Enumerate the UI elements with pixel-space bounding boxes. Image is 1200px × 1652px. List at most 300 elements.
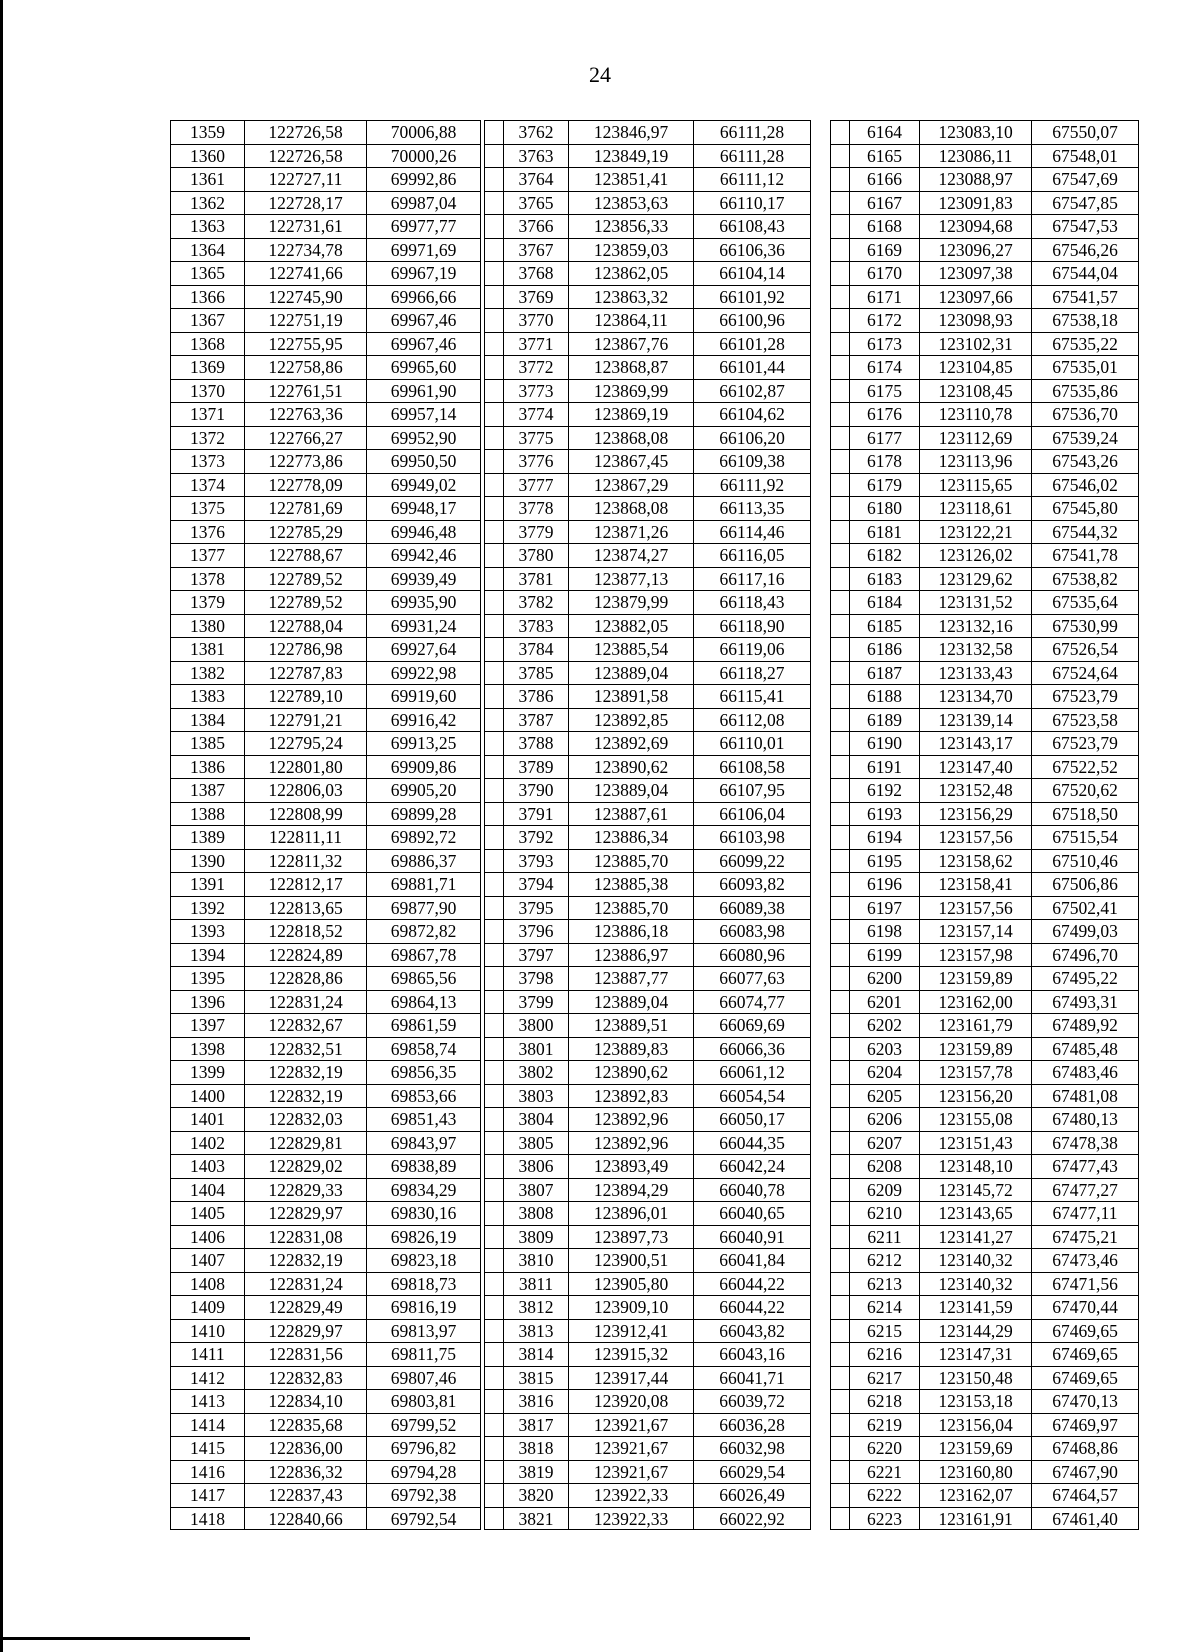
table-row <box>830 919 1139 943</box>
spacer-cell <box>830 332 849 356</box>
spacer-cell <box>830 1483 849 1507</box>
y-coordinate-cell: 66106,20 <box>693 426 811 450</box>
point-number-cell: 1410 <box>170 1319 244 1343</box>
y-coordinate-cell: 66114,46 <box>693 520 811 544</box>
x-coordinate-cell: 123864,11 <box>568 308 693 332</box>
x-coordinate-cell: 123868,08 <box>568 426 693 450</box>
y-coordinate-cell: 67493,31 <box>1031 990 1139 1014</box>
y-coordinate-cell: 67544,32 <box>1031 520 1139 544</box>
spacer-cell <box>830 191 849 215</box>
point-number-cell: 1412 <box>170 1366 244 1390</box>
x-coordinate-cell: 123097,38 <box>919 261 1031 285</box>
y-coordinate-cell: 66110,01 <box>693 731 811 755</box>
x-coordinate-cell: 123108,45 <box>919 379 1031 403</box>
table-row <box>830 1225 1139 1249</box>
y-coordinate-cell: 67471,56 <box>1031 1272 1139 1296</box>
point-number-cell: 6164 <box>849 120 919 144</box>
x-coordinate-cell: 123147,40 <box>919 755 1031 779</box>
y-coordinate-cell: 67468,86 <box>1031 1436 1139 1460</box>
y-coordinate-cell: 69851,43 <box>366 1107 481 1131</box>
x-coordinate-cell: 122829,97 <box>244 1201 366 1225</box>
point-number-cell: 1391 <box>170 872 244 896</box>
y-coordinate-cell: 67544,04 <box>1031 261 1139 285</box>
x-coordinate-cell: 122789,52 <box>244 590 366 614</box>
y-coordinate-cell: 66103,98 <box>693 825 811 849</box>
spacer-cell <box>484 543 503 567</box>
y-coordinate-cell: 66101,44 <box>693 355 811 379</box>
point-number-cell: 1409 <box>170 1295 244 1319</box>
spacer-cell <box>484 943 503 967</box>
table-row <box>484 191 811 215</box>
x-coordinate-cell: 122761,51 <box>244 379 366 403</box>
y-coordinate-cell: 67543,26 <box>1031 449 1139 473</box>
x-coordinate-cell: 123152,48 <box>919 778 1031 802</box>
table-row <box>170 1154 481 1178</box>
point-number-cell: 1370 <box>170 379 244 403</box>
table-row <box>484 214 811 238</box>
y-coordinate-cell: 69892,72 <box>366 825 481 849</box>
point-number-cell: 3800 <box>503 1013 568 1037</box>
point-number-cell: 6182 <box>849 543 919 567</box>
x-coordinate-cell: 123862,05 <box>568 261 693 285</box>
y-coordinate-cell: 67546,02 <box>1031 473 1139 497</box>
point-number-cell: 3786 <box>503 684 568 708</box>
table-row <box>484 567 811 591</box>
y-coordinate-cell: 67518,50 <box>1031 802 1139 826</box>
x-coordinate-cell: 123162,00 <box>919 990 1031 1014</box>
point-number-cell: 1398 <box>170 1037 244 1061</box>
y-coordinate-cell: 66040,65 <box>693 1201 811 1225</box>
y-coordinate-cell: 66111,28 <box>693 144 811 168</box>
table-row <box>170 1413 481 1437</box>
x-coordinate-cell: 122731,61 <box>244 214 366 238</box>
x-coordinate-cell: 122763,36 <box>244 402 366 426</box>
x-coordinate-cell: 122795,24 <box>244 731 366 755</box>
spacer-cell <box>484 1178 503 1202</box>
spacer-cell <box>484 1366 503 1390</box>
point-number-cell: 3806 <box>503 1154 568 1178</box>
table-row <box>484 1131 811 1155</box>
point-number-cell: 6215 <box>849 1319 919 1343</box>
x-coordinate-cell: 122829,02 <box>244 1154 366 1178</box>
point-number-cell: 1386 <box>170 755 244 779</box>
table-row <box>484 1248 811 1272</box>
spacer-cell <box>830 637 849 661</box>
point-number-cell: 1403 <box>170 1154 244 1178</box>
y-coordinate-cell: 67523,79 <box>1031 684 1139 708</box>
table-row <box>170 496 481 520</box>
x-coordinate-cell: 123112,69 <box>919 426 1031 450</box>
table-row <box>830 238 1139 262</box>
point-number-cell: 6181 <box>849 520 919 544</box>
point-number-cell: 6193 <box>849 802 919 826</box>
table-row <box>484 755 811 779</box>
table-row <box>830 1131 1139 1155</box>
x-coordinate-cell: 122791,21 <box>244 708 366 732</box>
x-coordinate-cell: 123892,83 <box>568 1084 693 1108</box>
x-coordinate-cell: 122818,52 <box>244 919 366 943</box>
point-number-cell: 3776 <box>503 449 568 473</box>
table-row <box>170 1460 481 1484</box>
point-number-cell: 1375 <box>170 496 244 520</box>
point-number-cell: 3799 <box>503 990 568 1014</box>
y-coordinate-cell: 69992,86 <box>366 167 481 191</box>
y-coordinate-cell: 69792,54 <box>366 1507 481 1531</box>
table-row <box>170 449 481 473</box>
point-number-cell: 3790 <box>503 778 568 802</box>
y-coordinate-cell: 67523,58 <box>1031 708 1139 732</box>
x-coordinate-cell: 122773,86 <box>244 449 366 473</box>
table-row <box>484 1201 811 1225</box>
spacer-cell <box>830 919 849 943</box>
point-number-cell: 1397 <box>170 1013 244 1037</box>
table-row <box>830 661 1139 685</box>
x-coordinate-cell: 123891,58 <box>568 684 693 708</box>
point-number-cell: 1373 <box>170 449 244 473</box>
table-row <box>830 1107 1139 1131</box>
y-coordinate-cell: 67499,03 <box>1031 919 1139 943</box>
y-coordinate-cell: 66099,22 <box>693 849 811 873</box>
x-coordinate-cell: 123874,27 <box>568 543 693 567</box>
table-row <box>484 543 811 567</box>
table-row <box>170 802 481 826</box>
table-row <box>484 731 811 755</box>
spacer-cell <box>830 1413 849 1437</box>
table-row <box>484 332 811 356</box>
table-row <box>170 966 481 990</box>
spacer-cell <box>830 614 849 638</box>
y-coordinate-cell: 69799,52 <box>366 1413 481 1437</box>
table-row <box>170 1225 481 1249</box>
table-row <box>170 943 481 967</box>
spacer-cell <box>484 285 503 309</box>
table-row <box>170 520 481 544</box>
x-coordinate-cell: 123157,78 <box>919 1060 1031 1084</box>
point-number-cell: 3783 <box>503 614 568 638</box>
point-number-cell: 3766 <box>503 214 568 238</box>
table-row <box>484 1154 811 1178</box>
point-number-cell: 1384 <box>170 708 244 732</box>
table-row <box>830 755 1139 779</box>
y-coordinate-cell: 67489,92 <box>1031 1013 1139 1037</box>
x-coordinate-cell: 123920,08 <box>568 1389 693 1413</box>
point-number-cell: 6179 <box>849 473 919 497</box>
y-coordinate-cell: 69813,97 <box>366 1319 481 1343</box>
point-number-cell: 3784 <box>503 637 568 661</box>
y-coordinate-cell: 69811,75 <box>366 1342 481 1366</box>
x-coordinate-cell: 122788,04 <box>244 614 366 638</box>
y-coordinate-cell: 69909,86 <box>366 755 481 779</box>
x-coordinate-cell: 123869,99 <box>568 379 693 403</box>
y-coordinate-cell: 66026,49 <box>693 1483 811 1507</box>
spacer-cell <box>830 755 849 779</box>
x-coordinate-cell: 123867,45 <box>568 449 693 473</box>
y-coordinate-cell: 67464,57 <box>1031 1483 1139 1507</box>
x-coordinate-cell: 123126,02 <box>919 543 1031 567</box>
table-row <box>170 332 481 356</box>
table-row <box>830 1366 1139 1390</box>
table-row <box>830 1342 1139 1366</box>
table-row <box>170 1366 481 1390</box>
spacer-cell <box>830 379 849 403</box>
spacer-cell <box>484 308 503 332</box>
spacer-cell <box>830 684 849 708</box>
point-number-cell: 6191 <box>849 755 919 779</box>
table-row <box>170 1507 481 1531</box>
point-number-cell: 3779 <box>503 520 568 544</box>
x-coordinate-cell: 123921,67 <box>568 1413 693 1437</box>
x-coordinate-cell: 123088,97 <box>919 167 1031 191</box>
point-number-cell: 6208 <box>849 1154 919 1178</box>
table-row <box>170 1319 481 1343</box>
x-coordinate-cell: 122734,78 <box>244 238 366 262</box>
spacer-cell <box>484 708 503 732</box>
x-coordinate-cell: 123889,83 <box>568 1037 693 1061</box>
x-coordinate-cell: 123140,32 <box>919 1248 1031 1272</box>
table-row <box>830 943 1139 967</box>
spacer-cell <box>830 1507 849 1531</box>
spacer-cell <box>830 261 849 285</box>
y-coordinate-cell: 66029,54 <box>693 1460 811 1484</box>
point-number-cell: 6167 <box>849 191 919 215</box>
x-coordinate-cell: 123885,70 <box>568 896 693 920</box>
point-number-cell: 1376 <box>170 520 244 544</box>
table-row <box>170 872 481 896</box>
point-number-cell: 6217 <box>849 1366 919 1390</box>
table-row <box>484 1272 811 1296</box>
spacer-cell <box>484 449 503 473</box>
y-coordinate-cell: 67483,46 <box>1031 1060 1139 1084</box>
spacer-cell <box>484 966 503 990</box>
table-row <box>830 1248 1139 1272</box>
point-number-cell: 3764 <box>503 167 568 191</box>
y-coordinate-cell: 67506,86 <box>1031 872 1139 896</box>
x-coordinate-cell: 123104,85 <box>919 355 1031 379</box>
table-row <box>484 1225 811 1249</box>
y-coordinate-cell: 67495,22 <box>1031 966 1139 990</box>
x-coordinate-cell: 122811,11 <box>244 825 366 849</box>
spacer-cell <box>484 849 503 873</box>
table-row <box>830 261 1139 285</box>
table-row <box>830 285 1139 309</box>
x-coordinate-cell: 122832,03 <box>244 1107 366 1131</box>
point-number-cell: 6180 <box>849 496 919 520</box>
spacer-cell <box>484 614 503 638</box>
x-coordinate-cell: 123153,18 <box>919 1389 1031 1413</box>
table-row <box>484 238 811 262</box>
x-coordinate-cell: 123863,32 <box>568 285 693 309</box>
x-coordinate-cell: 123157,56 <box>919 825 1031 849</box>
x-coordinate-cell: 123110,78 <box>919 402 1031 426</box>
y-coordinate-cell: 67475,21 <box>1031 1225 1139 1249</box>
x-coordinate-cell: 123161,79 <box>919 1013 1031 1037</box>
y-coordinate-cell: 67523,79 <box>1031 731 1139 755</box>
table-row <box>484 614 811 638</box>
table-row <box>830 1013 1139 1037</box>
y-coordinate-cell: 69927,64 <box>366 637 481 661</box>
x-coordinate-cell: 123162,07 <box>919 1483 1031 1507</box>
y-coordinate-cell: 66100,96 <box>693 308 811 332</box>
spacer-cell <box>484 1507 503 1531</box>
table-row <box>170 238 481 262</box>
x-coordinate-cell: 123156,29 <box>919 802 1031 826</box>
point-number-cell: 6171 <box>849 285 919 309</box>
table-row <box>484 919 811 943</box>
y-coordinate-cell: 67477,27 <box>1031 1178 1139 1202</box>
x-coordinate-cell: 123139,14 <box>919 708 1031 732</box>
y-coordinate-cell: 67539,24 <box>1031 426 1139 450</box>
y-coordinate-cell: 69823,18 <box>366 1248 481 1272</box>
table-row <box>170 1131 481 1155</box>
x-coordinate-cell: 123885,54 <box>568 637 693 661</box>
table-row <box>830 191 1139 215</box>
table-row <box>484 285 811 309</box>
y-coordinate-cell: 66041,84 <box>693 1248 811 1272</box>
x-coordinate-cell: 123091,83 <box>919 191 1031 215</box>
point-number-cell: 3772 <box>503 355 568 379</box>
y-coordinate-cell: 66106,04 <box>693 802 811 826</box>
y-coordinate-cell: 69796,82 <box>366 1436 481 1460</box>
point-number-cell: 3762 <box>503 120 568 144</box>
x-coordinate-cell: 122831,56 <box>244 1342 366 1366</box>
y-coordinate-cell: 66044,22 <box>693 1295 811 1319</box>
x-coordinate-cell: 123915,32 <box>568 1342 693 1366</box>
y-coordinate-cell: 66042,24 <box>693 1154 811 1178</box>
point-number-cell: 1369 <box>170 355 244 379</box>
y-coordinate-cell: 66032,98 <box>693 1436 811 1460</box>
table-row <box>484 896 811 920</box>
x-coordinate-cell: 122835,68 <box>244 1413 366 1437</box>
x-coordinate-cell: 122832,19 <box>244 1084 366 1108</box>
spacer-cell <box>830 1436 849 1460</box>
point-number-cell: 1378 <box>170 567 244 591</box>
x-coordinate-cell: 122831,08 <box>244 1225 366 1249</box>
spacer-cell <box>484 1248 503 1272</box>
x-coordinate-cell: 123889,04 <box>568 990 693 1014</box>
table-row <box>484 1107 811 1131</box>
point-number-cell: 6195 <box>849 849 919 873</box>
spacer-cell <box>830 1013 849 1037</box>
table-row <box>170 1107 481 1131</box>
point-number-cell: 3797 <box>503 943 568 967</box>
spacer-cell <box>484 1201 503 1225</box>
y-coordinate-cell: 69826,19 <box>366 1225 481 1249</box>
y-coordinate-cell: 67520,62 <box>1031 778 1139 802</box>
point-number-cell: 1380 <box>170 614 244 638</box>
x-coordinate-cell: 123868,08 <box>568 496 693 520</box>
x-coordinate-cell: 122811,32 <box>244 849 366 873</box>
table-row <box>170 825 481 849</box>
y-coordinate-cell: 69967,46 <box>366 332 481 356</box>
y-coordinate-cell: 67515,54 <box>1031 825 1139 849</box>
table-row <box>170 778 481 802</box>
point-number-cell: 3818 <box>503 1436 568 1460</box>
y-coordinate-cell: 66083,98 <box>693 919 811 943</box>
table-row <box>830 1060 1139 1084</box>
x-coordinate-cell: 123096,27 <box>919 238 1031 262</box>
spacer-cell <box>830 731 849 755</box>
table-row <box>830 1295 1139 1319</box>
y-coordinate-cell: 66116,05 <box>693 543 811 567</box>
point-number-cell: 1417 <box>170 1483 244 1507</box>
point-number-cell: 3787 <box>503 708 568 732</box>
x-coordinate-cell: 123155,08 <box>919 1107 1031 1131</box>
spacer-cell <box>484 778 503 802</box>
spacer-cell <box>484 1131 503 1155</box>
y-coordinate-cell: 66118,27 <box>693 661 811 685</box>
table-row <box>170 402 481 426</box>
table-row <box>170 1201 481 1225</box>
x-coordinate-cell: 122751,19 <box>244 308 366 332</box>
spacer-cell <box>484 1413 503 1437</box>
x-coordinate-cell: 122832,19 <box>244 1248 366 1272</box>
point-number-cell: 6203 <box>849 1037 919 1061</box>
point-number-cell: 6169 <box>849 238 919 262</box>
table-row <box>170 1272 481 1296</box>
point-number-cell: 1381 <box>170 637 244 661</box>
spacer-cell <box>830 355 849 379</box>
spacer-cell <box>484 1107 503 1131</box>
point-number-cell: 6211 <box>849 1225 919 1249</box>
table-row <box>170 379 481 403</box>
x-coordinate-cell: 123849,19 <box>568 144 693 168</box>
point-number-cell: 1385 <box>170 731 244 755</box>
x-coordinate-cell: 123882,05 <box>568 614 693 638</box>
table-row <box>484 1413 811 1437</box>
point-number-cell: 3805 <box>503 1131 568 1155</box>
point-number-cell: 1394 <box>170 943 244 967</box>
y-coordinate-cell: 69792,38 <box>366 1483 481 1507</box>
table-row <box>170 120 481 144</box>
table-row <box>484 520 811 544</box>
x-coordinate-cell: 123158,62 <box>919 849 1031 873</box>
spacer-cell <box>484 1154 503 1178</box>
y-coordinate-cell: 69977,77 <box>366 214 481 238</box>
table-row <box>170 990 481 1014</box>
table-row <box>484 1389 811 1413</box>
point-number-cell: 1396 <box>170 990 244 1014</box>
point-number-cell: 6190 <box>849 731 919 755</box>
x-coordinate-cell: 123885,70 <box>568 849 693 873</box>
x-coordinate-cell: 123868,87 <box>568 355 693 379</box>
spacer-cell <box>484 261 503 285</box>
y-coordinate-cell: 66039,72 <box>693 1389 811 1413</box>
x-coordinate-cell: 123159,69 <box>919 1436 1031 1460</box>
point-number-cell: 6216 <box>849 1342 919 1366</box>
y-coordinate-cell: 69965,60 <box>366 355 481 379</box>
point-number-cell: 6174 <box>849 355 919 379</box>
spacer-cell <box>484 1342 503 1366</box>
y-coordinate-cell: 69861,59 <box>366 1013 481 1037</box>
spacer-cell <box>484 1436 503 1460</box>
point-number-cell: 1387 <box>170 778 244 802</box>
point-number-cell: 6170 <box>849 261 919 285</box>
y-coordinate-cell: 67470,13 <box>1031 1389 1139 1413</box>
y-coordinate-cell: 66022,92 <box>693 1507 811 1531</box>
point-number-cell: 3821 <box>503 1507 568 1531</box>
y-coordinate-cell: 66066,36 <box>693 1037 811 1061</box>
spacer-cell <box>830 1084 849 1108</box>
table-row <box>484 449 811 473</box>
spacer-cell <box>830 1319 849 1343</box>
table-row <box>484 379 811 403</box>
y-coordinate-cell: 66115,41 <box>693 684 811 708</box>
y-coordinate-cell: 70000,26 <box>366 144 481 168</box>
y-coordinate-cell: 66069,69 <box>693 1013 811 1037</box>
y-coordinate-cell: 66054,54 <box>693 1084 811 1108</box>
point-number-cell: 6220 <box>849 1436 919 1460</box>
table-row <box>830 167 1139 191</box>
